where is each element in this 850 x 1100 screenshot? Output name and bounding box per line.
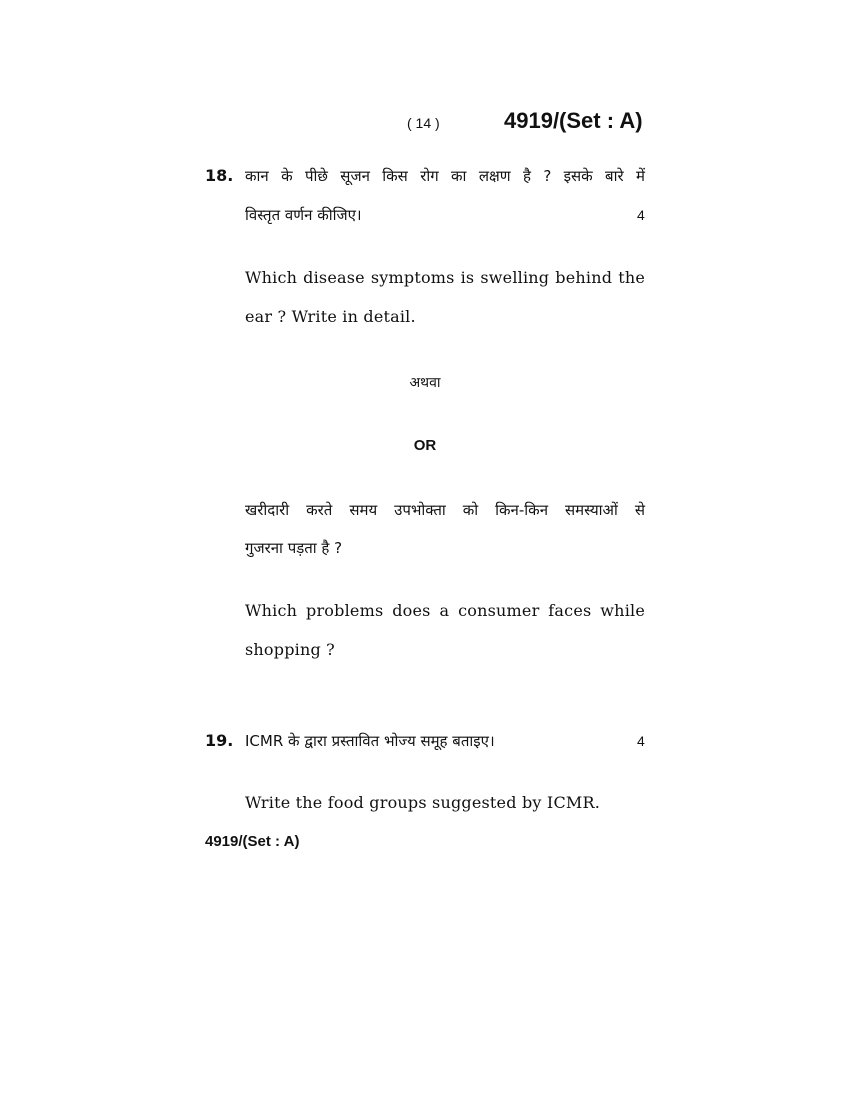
or-hindi: अथवा (409, 375, 441, 391)
question-18-hindi-line-1: कान के पीछे सूजन किस रोग का लक्षण है ? इसके बारे में (245, 167, 645, 185)
set-code-header: 4919/(Set : A) (504, 108, 643, 133)
question-19-number: 19. (205, 731, 234, 750)
question-19-hindi: ICMR के द्वारा प्रस्तावित भोज्य समूह बताइए। (245, 732, 495, 750)
question-18-alt-hindi-line-1: खरीदारी करते समय उपभोक्ता को किन-किन समस्याओं से (245, 501, 645, 519)
question-18-english-line-2: ear ? Write in detail. (245, 307, 416, 326)
question-19-english: Write the food groups suggested by ICMR. (245, 793, 600, 812)
question-18-number: 18. (205, 166, 234, 185)
question-18-alt-hindi-line-2: गुजरना पड़ता है ? (245, 539, 343, 557)
question-19-marks: 4 (637, 733, 645, 749)
page-number: ( 14 ) (407, 115, 440, 131)
question-18-alt-english-line-2: shopping ? (245, 640, 335, 659)
or-english: OR (413, 437, 437, 454)
question-18-english-line-1: Which disease symptoms is swelling behind the (245, 268, 645, 287)
question-18-hindi-line-2: विस्तृत वर्णन कीजिए। (245, 206, 362, 224)
footer-set-code: 4919/(Set : A) (205, 833, 300, 850)
question-18-marks: 4 (637, 207, 645, 223)
question-18-alt-english-line-1: Which problems does a consumer faces while (245, 601, 645, 620)
